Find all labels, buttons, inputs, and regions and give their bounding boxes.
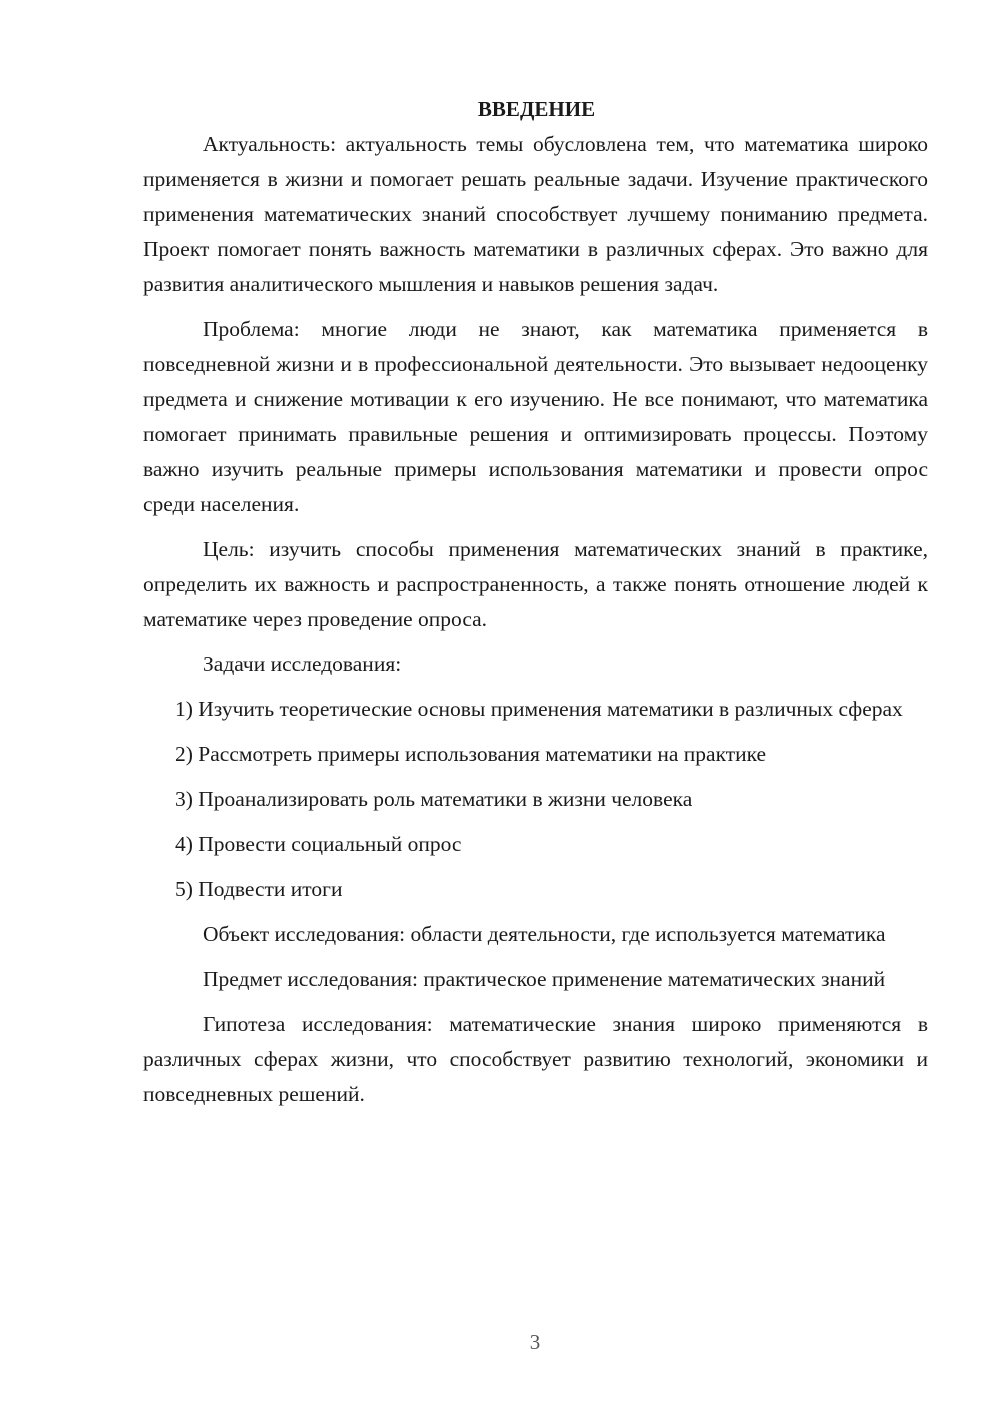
problem-paragraph: Проблема: многие люди не знают, как математика применяется в повседневной жизни и в профессиональной деятельности. Это вызывает недооценку предмета и снижение мотивации к его изучению. Не все понимают, что математика помогает принимать правильные решения и оптимизировать процессы. Поэтому важно изучить реальные примеры использования математики и провести опрос среди населения. [143,317,928,516]
subject-paragraph: Предмет исследования: практическое применение математических знаний [203,967,886,991]
hypothesis-paragraph: Гипотеза исследования: математические знания широко применяются в различных сферах жизни, что способствует развитию технологий, экономики и повседневных решений. [143,1012,928,1106]
section-title: ВВЕДЕНИЕ [477,97,596,121]
page-number: 3 [529,1330,541,1354]
task-item-1: 1) Изучить теоретические основы применения математики в различных сферах [175,697,903,721]
goal-paragraph: Цель: изучить способы применения математических знаний в практике, определить их важность и распространенность, а также понять отношение людей к математике через проведение опроса. [143,537,928,631]
task-item-2: 2) Рассмотреть примеры использования математики на практике [175,742,767,766]
task-item-3: 3) Проанализировать роль математики в жизни человека [175,787,693,811]
relevance-paragraph: Актуальность: актуальность темы обусловлена тем, что математика широко применяется в жизни и помогает решать реальные задачи. Изучение практического применения математических знаний способствует лучшему пониманию предмета. Проект помогает понять важность математики в различных сферах. Это важно для развития аналитического мышления и навыков решения задач. [143,132,928,296]
task-item-4: 4) Провести социальный опрос [175,832,462,856]
task-item-5: 5) Подвести итоги [175,877,343,901]
object-paragraph: Объект исследования: области деятельности, где используется математика [203,922,886,946]
tasks-heading: Задачи исследования: [203,652,402,676]
document-page [143,92,928,1112]
